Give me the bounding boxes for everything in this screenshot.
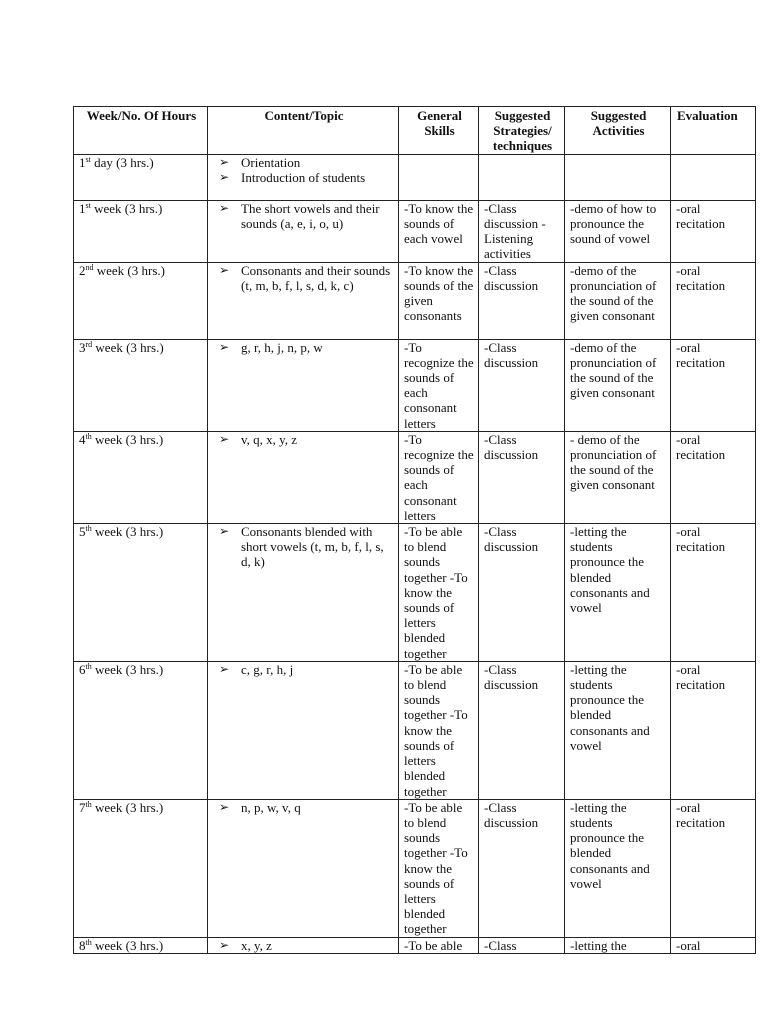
- topic-cell: [208, 431, 399, 523]
- topic-text: Consonants and their sounds (t, m, b, f, l, s, d, k, c): [241, 262, 391, 293]
- skills-cell: -To recognize the sounds of each consonant letters: [399, 339, 479, 431]
- week-number: 5: [79, 524, 86, 540]
- arrowhead-bullet-icon: ➢: [219, 937, 230, 952]
- arrowhead-bullet-icon: ➢: [219, 262, 230, 277]
- evaluation-cell: -oral recitation: [671, 661, 756, 799]
- activities-cell: [565, 154, 671, 200]
- arrowhead-bullet-icon: ➢: [219, 661, 230, 676]
- strategies-cell: -Class discussion: [479, 431, 565, 523]
- header-week: Week/No. Of Hours: [74, 107, 208, 155]
- table-row: [74, 661, 756, 799]
- skills-cell: [399, 154, 479, 200]
- strategies-cell: -Class discussion: [479, 799, 565, 937]
- topic-item: [213, 170, 395, 185]
- topic-text: Orientation: [241, 154, 301, 170]
- topic-cell: [208, 799, 399, 937]
- activities-cell: -demo of how to pronounce the sound of vowel: [565, 200, 671, 262]
- week-ordinal-suffix: st: [85, 200, 91, 210]
- week-cell: [74, 937, 208, 953]
- topic-list: [213, 340, 395, 355]
- arrowhead-bullet-icon: ➢: [219, 200, 230, 215]
- week-ordinal-suffix: st: [85, 154, 91, 164]
- arrowhead-bullet-icon: ➢: [219, 169, 230, 184]
- week-number: 6: [79, 661, 86, 677]
- week-duration: week (3 hrs.): [92, 339, 164, 355]
- activities-cell: -letting the: [565, 937, 671, 953]
- skills-cell: -To be able to blend sounds together -To know the sounds of letters blended together: [399, 524, 479, 662]
- week-number: 2: [79, 262, 86, 278]
- skills-cell: -To be able to blend sounds together -To know the sounds of letters blended together: [399, 799, 479, 937]
- week-ordinal-suffix: th: [85, 937, 92, 947]
- week-ordinal-suffix: th: [85, 524, 92, 534]
- evaluation-cell: -oral recitation: [671, 339, 756, 431]
- arrowhead-bullet-icon: ➢: [219, 524, 230, 539]
- week-ordinal-suffix: nd: [85, 262, 94, 272]
- strategies-cell: -Class discussion: [479, 262, 565, 339]
- topic-cell: [208, 524, 399, 662]
- header-activities: Suggested Activities: [565, 107, 671, 155]
- topic-list: [213, 800, 395, 815]
- arrowhead-bullet-icon: ➢: [219, 799, 230, 814]
- topic-list: [213, 938, 395, 953]
- skills-cell: -To know the sounds of each vowel: [399, 200, 479, 262]
- topic-text: n, p, w, v, q: [241, 799, 301, 815]
- week-ordinal-suffix: rd: [85, 339, 93, 349]
- header-strategies: Suggested Strategies/ techniques: [479, 107, 565, 155]
- strategies-cell: -Class discussion: [479, 524, 565, 662]
- week-number: 7: [79, 799, 86, 815]
- evaluation-cell: -oral recitation: [671, 524, 756, 662]
- arrowhead-bullet-icon: ➢: [219, 339, 230, 354]
- topic-text: Introduction of students: [241, 169, 366, 185]
- table-row: [74, 799, 756, 937]
- topic-text: c, g, r, h, j: [241, 661, 294, 677]
- arrowhead-bullet-icon: ➢: [219, 154, 230, 169]
- evaluation-cell: -oral recitation: [671, 431, 756, 523]
- week-duration: week (3 hrs.): [91, 799, 164, 815]
- strategies-cell: -Class: [479, 937, 565, 953]
- week-duration: week (3 hrs.): [91, 661, 164, 677]
- week-ordinal-suffix: th: [85, 661, 92, 671]
- topic-item: [213, 524, 395, 570]
- topic-cell: [208, 661, 399, 799]
- topic-list: [213, 524, 395, 570]
- activities-cell: - demo of the pronunciation of the sound of the given consonant: [565, 431, 671, 523]
- activities-cell: -letting the students pronounce the blended consonants and vowel: [565, 799, 671, 937]
- skills-cell: -To be able: [399, 937, 479, 953]
- table-row: [74, 200, 756, 262]
- topic-item: [213, 340, 395, 355]
- week-duration: week (3 hrs.): [91, 524, 164, 540]
- week-number: 1: [79, 200, 86, 216]
- week-duration: week (3 hrs.): [93, 262, 165, 278]
- table-row: [74, 937, 756, 953]
- evaluation-cell: -oral recitation: [671, 799, 756, 937]
- topic-item: [213, 662, 395, 677]
- header-evaluation: Evaluation: [671, 107, 756, 155]
- week-number: 1: [79, 154, 86, 170]
- topic-text: g, r, h, j, n, p, w: [241, 339, 323, 355]
- week-ordinal-suffix: th: [85, 431, 92, 441]
- strategies-cell: -Class discussion: [479, 339, 565, 431]
- week-cell: [74, 524, 208, 662]
- week-cell: [74, 339, 208, 431]
- topic-cell: [208, 262, 399, 339]
- topic-text: x, y, z: [241, 937, 272, 953]
- topic-list: [213, 155, 395, 185]
- activities-cell: -letting the students pronounce the blended consonants and vowel: [565, 524, 671, 662]
- topic-item: [213, 938, 395, 953]
- header-row: [74, 107, 756, 155]
- week-duration: week (3 hrs.): [91, 937, 164, 953]
- topic-item: [213, 800, 395, 815]
- activities-cell: -demo of the pronunciation of the sound of the given consonant: [565, 262, 671, 339]
- topic-list: [213, 432, 395, 447]
- week-duration: week (3 hrs.): [91, 431, 164, 447]
- topic-list: [213, 263, 395, 293]
- topic-text: v, q, x, y, z: [241, 431, 298, 447]
- evaluation-cell: -oral: [671, 937, 756, 953]
- table-row: [74, 431, 756, 523]
- table-row: [74, 339, 756, 431]
- table-row: [74, 262, 756, 339]
- week-number: 4: [79, 431, 86, 447]
- topic-cell: [208, 937, 399, 953]
- topic-text: The short vowels and their sounds (a, e, i, o, u): [241, 200, 380, 231]
- topic-item: [213, 263, 395, 293]
- week-cell: [74, 154, 208, 200]
- strategies-cell: -Class discussion: [479, 661, 565, 799]
- activities-cell: -letting the students pronounce the blended consonants and vowel: [565, 661, 671, 799]
- week-ordinal-suffix: th: [85, 799, 92, 809]
- week-cell: [74, 431, 208, 523]
- week-duration: week (3 hrs.): [90, 200, 163, 216]
- strategies-cell: -Class discussion -Listening activities: [479, 200, 565, 262]
- week-cell: [74, 200, 208, 262]
- evaluation-cell: [671, 154, 756, 200]
- topic-item: [213, 155, 395, 170]
- header-skills: General Skills: [399, 107, 479, 155]
- table-row: [74, 154, 756, 200]
- topic-cell: [208, 200, 399, 262]
- week-cell: [74, 661, 208, 799]
- week-cell: [74, 799, 208, 937]
- skills-cell: -To be able to blend sounds together -To know the sounds of letters blended together: [399, 661, 479, 799]
- evaluation-cell: -oral recitation: [671, 200, 756, 262]
- topic-list: [213, 662, 395, 677]
- topic-cell: [208, 339, 399, 431]
- activities-cell: -demo of the pronunciation of the sound of the given consonant: [565, 339, 671, 431]
- header-topic: Content/Topic: [208, 107, 399, 155]
- week-cell: [74, 262, 208, 339]
- topic-item: [213, 432, 395, 447]
- strategies-cell: [479, 154, 565, 200]
- skills-cell: -To recognize the sounds of each consonant letters: [399, 431, 479, 523]
- topic-list: [213, 201, 395, 231]
- evaluation-cell: -oral recitation: [671, 262, 756, 339]
- week-number: 8: [79, 937, 86, 953]
- topic-item: [213, 201, 395, 231]
- arrowhead-bullet-icon: ➢: [219, 431, 230, 446]
- table-row: [74, 524, 756, 662]
- skills-cell: -To know the sounds of the given consonants: [399, 262, 479, 339]
- topic-text: Consonants blended with short vowels (t, m, b, f, l, s, d, k): [241, 524, 384, 570]
- week-duration: day (3 hrs.): [90, 154, 154, 170]
- lesson-plan-table: [73, 106, 756, 954]
- week-number: 3: [79, 339, 86, 355]
- topic-cell: [208, 154, 399, 200]
